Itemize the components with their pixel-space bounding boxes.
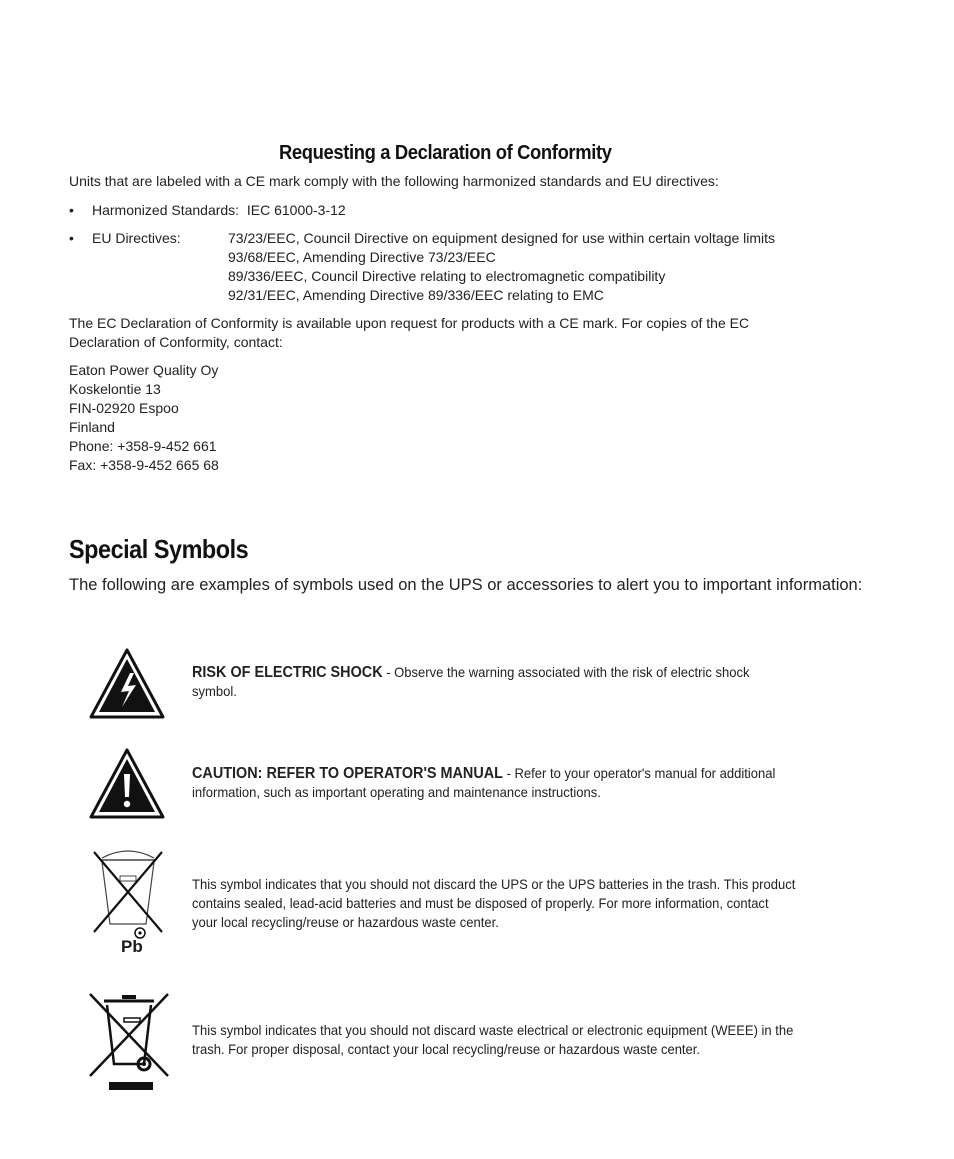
bullet-dot: • xyxy=(69,202,74,218)
no-trash-text: This symbol indicates that you should not discard the UPS or the UPS batteries in the trash. This product contains sealed, lead-acid batteries and must be disposed of properly. For more information, contact your local recycling/reuse or hazardous waste center. xyxy=(192,876,796,930)
no-trash-lead-battery-icon xyxy=(88,846,168,956)
contact-line: Koskelontie 13 xyxy=(69,381,161,397)
bullet-dot: • xyxy=(69,230,74,246)
declaration-title: Requesting a Declaration of Conformity xyxy=(279,142,612,164)
caution-text: - Refer to your operator's manual for additional information, such as important operating and maintenance instructions. xyxy=(192,765,776,800)
weee-text: This symbol indicates that you should not discard waste electrical or electronic equipment (WEEE) in the trash. For proper disposal, contact your local recycling/reuse or hazardous waste center. xyxy=(192,1022,794,1057)
availability-line: Declaration of Conformity, contact: xyxy=(69,334,283,350)
electric-shock-warning-icon xyxy=(88,647,166,726)
standards-label: Harmonized Standards: xyxy=(92,202,240,218)
special-symbols-title: Special Symbols xyxy=(69,534,249,564)
directives-list xyxy=(228,229,775,305)
contact-line: Fax: +358-9-452 665 68 xyxy=(69,457,219,473)
directives-label: EU Directives: xyxy=(92,230,181,246)
electric-shock-text: - Observe the warning associated with the risk of electric shock symbol. xyxy=(192,664,750,699)
lead-symbol-label: Pb xyxy=(121,937,143,956)
directive-item: 73/23/EEC, Council Directive on equipment designed for use within certain voltage limits xyxy=(228,230,776,246)
availability-text xyxy=(69,314,749,352)
standards-value: IEC 61000-3-12 xyxy=(246,202,346,218)
caution-exclamation-icon xyxy=(88,747,166,826)
contact-line: Eaton Power Quality Oy xyxy=(69,362,219,378)
availability-line: The EC Declaration of Conformity is available upon request for products with a CE mark. For copies of the EC xyxy=(69,315,750,331)
no-trash-description xyxy=(192,875,797,932)
electric-shock-heading: RISK OF ELECTRIC SHOCK xyxy=(192,664,383,681)
contact-line: Phone: +358-9-452 661 xyxy=(69,438,217,454)
contact-address xyxy=(69,361,219,475)
directive-item: 93/68/EEC, Amending Directive 73/23/EEC xyxy=(228,249,496,265)
contact-line: FIN-02920 Espoo xyxy=(69,400,179,416)
caution-heading: CAUTION: REFER TO OPERATOR'S MANUAL xyxy=(192,765,503,782)
caution-description xyxy=(192,764,797,802)
contact-line: Finland xyxy=(69,419,115,435)
directive-item: 92/31/EEC, Amending Directive 89/336/EEC relating to EMC xyxy=(228,287,604,303)
special-symbols-intro: The following are examples of symbols used on the UPS or accessories to alert you to important information: xyxy=(69,576,863,594)
standards-text xyxy=(92,201,346,220)
electric-shock-description xyxy=(192,663,797,701)
weee-description xyxy=(192,1021,797,1059)
weee-crossed-bin-icon xyxy=(88,992,170,1097)
directive-item: 89/336/EEC, Council Directive relating to electromagnetic compatibility xyxy=(228,268,666,284)
declaration-intro: Units that are labeled with a CE mark comply with the following harmonized standards and EU directives: xyxy=(69,173,719,189)
